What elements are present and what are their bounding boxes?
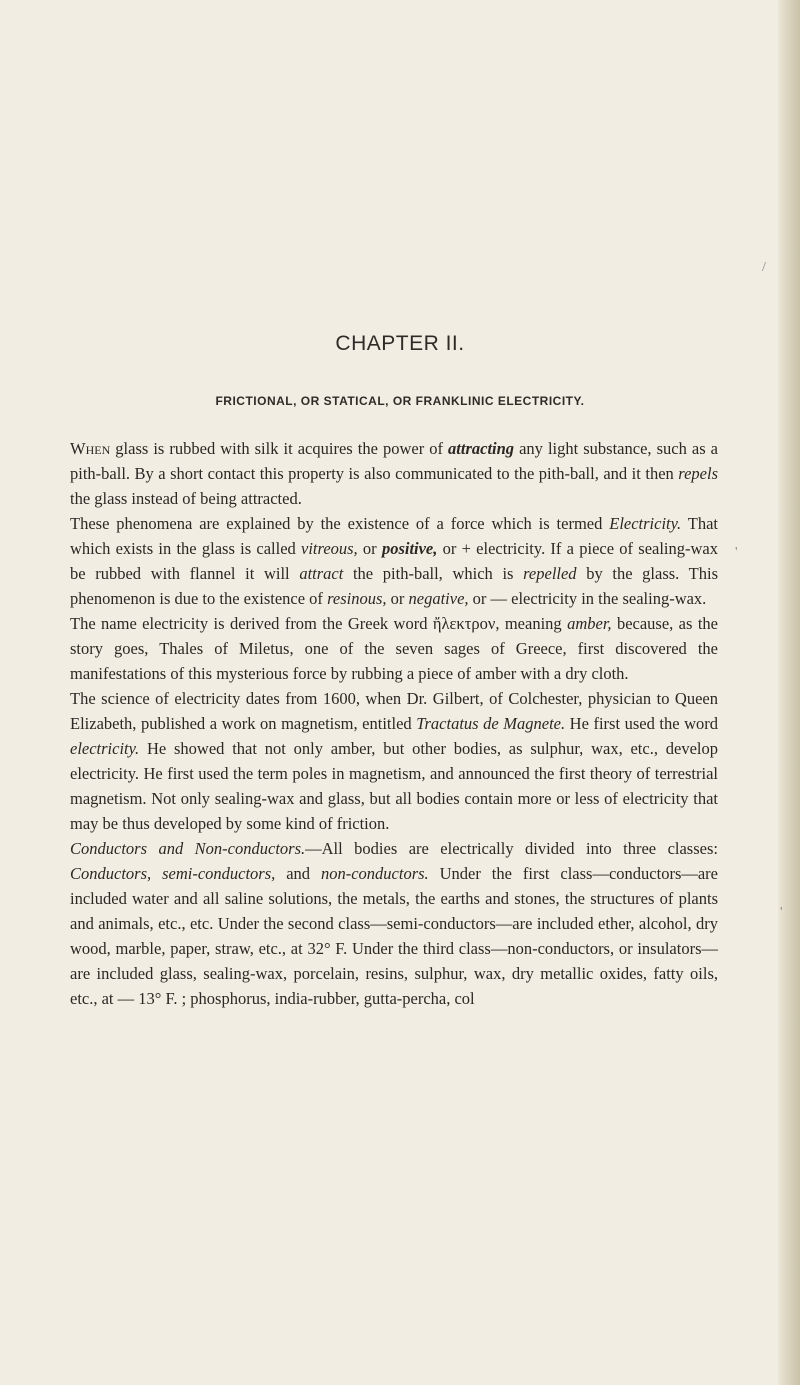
emphasis: semi-conductors, (162, 864, 276, 883)
text-run: meaning (499, 614, 568, 633)
emphasis: attracting (448, 439, 515, 458)
paragraph (70, 611, 718, 686)
emphasis: attract (299, 564, 344, 583)
margin-mark: ' (735, 545, 738, 560)
margin-mark: / (762, 260, 766, 275)
paragraph-opening: When (70, 439, 111, 458)
text-run: —All bodies are electrically divided into three classes: (305, 839, 718, 858)
greek-word: ἤλεκτρον, (432, 614, 500, 633)
emphasis: vitreous, (301, 539, 358, 558)
text-run: any light substance, such as a pith-ball. By a short contact this property is also communicated to the pith-ball, and it then (70, 439, 718, 483)
text-run: or (386, 589, 409, 608)
emphasis: negative, (408, 589, 469, 608)
emphasis: Electricity. (609, 514, 682, 533)
emphasis: electricity. (70, 739, 140, 758)
chapter-subtitle: FRICTIONAL, OR STATICAL, OR FRANKLINIC ELECTRICITY. (215, 394, 585, 408)
text-run: glass is rubbed with silk it acquires the power of (110, 439, 449, 458)
emphasis: resinous, (327, 589, 387, 608)
paragraph (70, 836, 718, 1011)
emphasis: Conductors, (70, 864, 152, 883)
text-run: He showed that not only amber, but other bodies, as sulphur, wax, etc., develop electricity. He first used the term poles in magnetism, and announced the first theory of terrestrial magnetism. Not only sealing-wax and glass, but all bodies contain more or less of electricity that may be thus developed by some kind of friction. (70, 739, 718, 833)
text-run: That which exists in the glass is called (70, 514, 718, 558)
emphasis: repelled (523, 564, 577, 583)
margin-mark: ' (780, 905, 783, 920)
body-text (70, 436, 718, 1011)
text-run: or — electricity in the sealing-wax. (468, 589, 707, 608)
emphasis: repels (678, 464, 718, 483)
text-run: The science of electricity dates from 1600, when Dr. Gilbert, of Colchester, physician to Queen Elizabeth, published a work on magnetism, entitled (70, 689, 718, 733)
text-run: These phenomena are explained by the existence of a force which is termed (70, 514, 610, 533)
emphasis: positive, (381, 539, 438, 558)
text-run: Under the first class—conductors—are included water and all saline solutions, the metals, the earths and stones, the structures of plants and animals, etc., etc. Under the second class—semi-conductors—are included ether, alcohol, dry wood, marble, paper, straw, etc., at 32° F. Under the third class—non-conductors, or insulators—are included glass, sealing-wax, porcelain, resins, sulphur, wax, dry metallic oxides, fatty oils, etc., at — 13° F. ; phosphorus, india-rubber, gutta-percha, col (70, 864, 719, 1008)
text-run: The name electricity is derived from the Greek word (70, 614, 433, 633)
section-heading: Conductors and Non-conductors. (70, 839, 306, 858)
text-run: and (275, 864, 321, 883)
paragraph (70, 511, 718, 611)
emphasis: non-conductors. (320, 864, 429, 883)
text-run: the glass instead of being attracted. (70, 489, 302, 508)
text-run (151, 864, 162, 883)
text-run: because, as the story goes, Thales of Miletus, one of the seven sages of Greece, first discovered the manifestations of this mysterious force by rubbing a piece of amber with a dry cloth. (70, 614, 718, 683)
page-edge (778, 0, 800, 1385)
emphasis: amber, (567, 614, 612, 633)
paragraph (70, 686, 718, 836)
text-run: or + electricity. If a piece of sealing-wax be rubbed with flannel it will (70, 539, 718, 583)
paragraph (70, 436, 718, 511)
emphasis: Tractatus de Magnete. (416, 714, 566, 733)
chapter-title: CHAPTER II. (335, 332, 465, 355)
text-run: the pith-ball, which is (343, 564, 524, 583)
text-run: or (357, 539, 382, 558)
text-run: He first used the word (565, 714, 719, 733)
text-run: by the glass. This phenomenon is due to the existence of (70, 564, 718, 608)
